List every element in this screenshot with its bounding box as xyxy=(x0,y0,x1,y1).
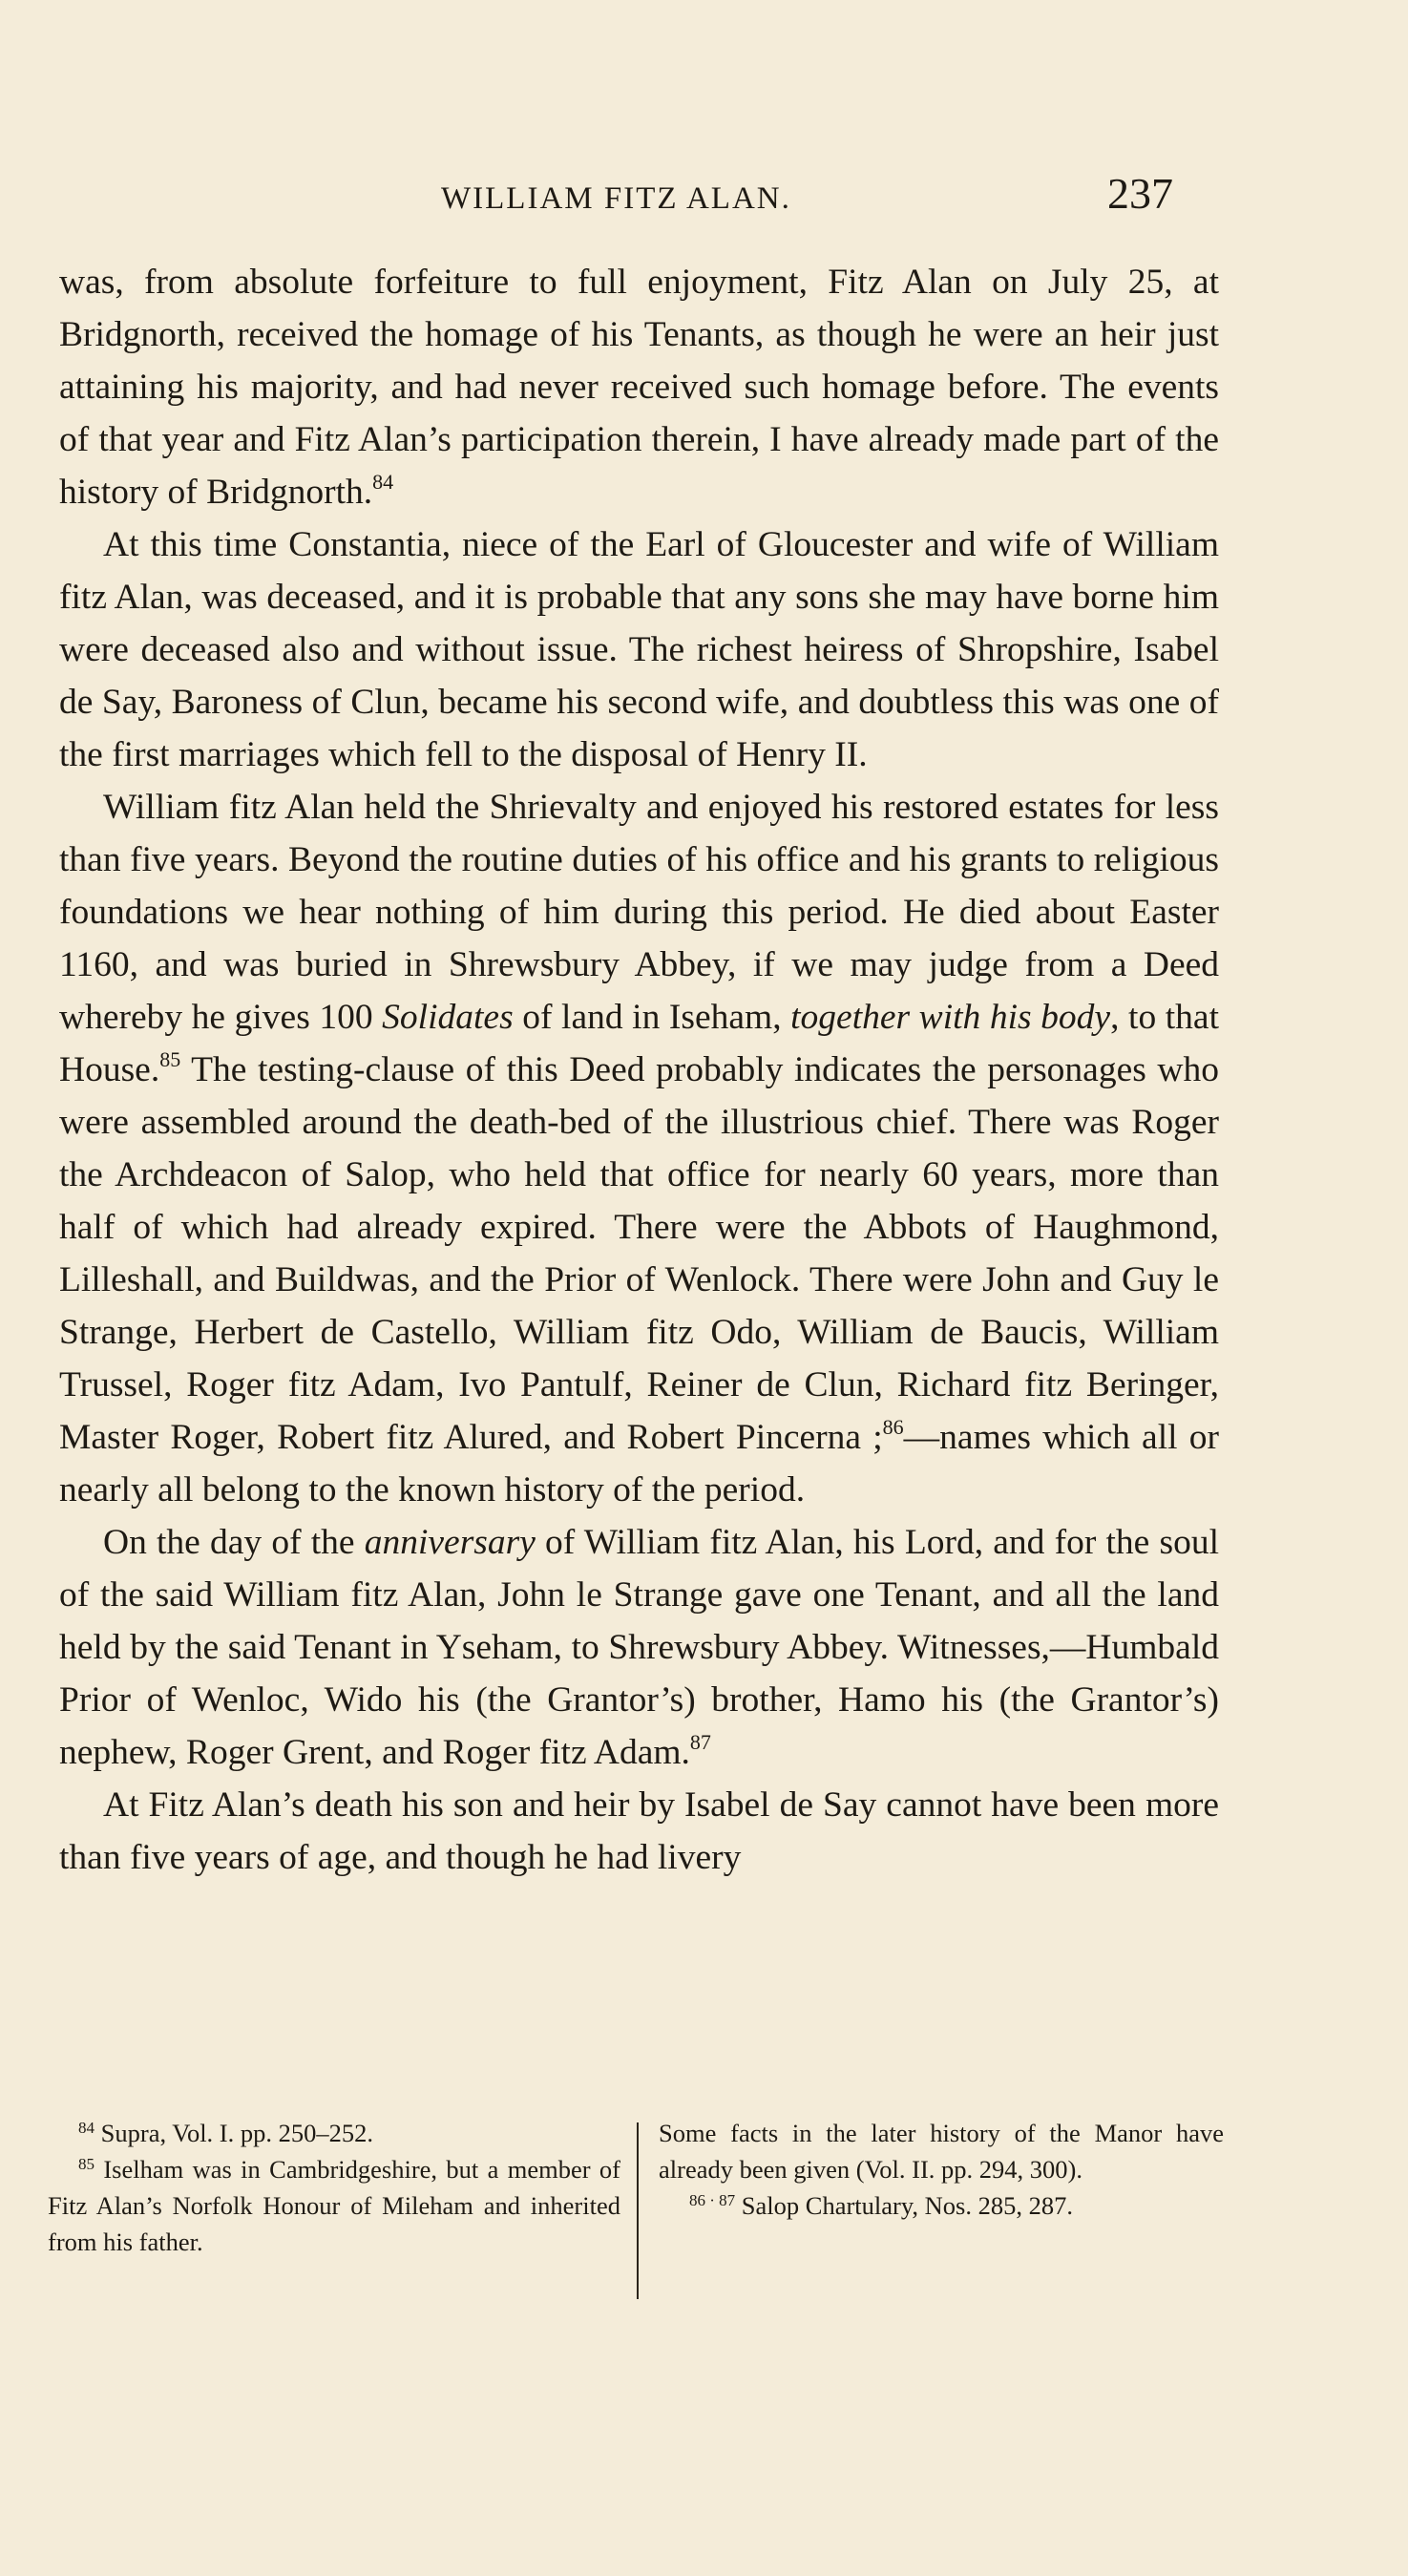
running-header xyxy=(0,168,1408,225)
footnote-85-continued-text: Some facts in the later history of the Manor have already been given (Vol. II. pp. 294, 300). xyxy=(659,2119,1224,2184)
footnote-85-number: 85 xyxy=(78,2155,95,2173)
footnote-ref-87: 87 xyxy=(689,1730,711,1754)
running-title: WILLIAM FITZ ALAN. xyxy=(441,181,791,216)
footnote-86-87-text: Salop Chartulary, Nos. 285, 287. xyxy=(741,2191,1073,2220)
footnote-84-number: 84 xyxy=(78,2119,95,2137)
paragraph-5 xyxy=(59,1779,1219,1884)
footnote-84 xyxy=(48,2115,620,2151)
footnote-86-87 xyxy=(659,2187,1224,2224)
paragraph-3-emphasis-solidates: Solidates xyxy=(382,998,514,1037)
footnote-85-text: Iselham was in Cambridgeshire, but a member of Fitz Alan’s Norfolk Honour of Mileham and inherited from his father. xyxy=(48,2155,620,2256)
footnote-86-87-number: 86 · 87 xyxy=(689,2191,736,2209)
footnote-ref-86: 86 xyxy=(882,1415,904,1439)
paragraph-3-text-a: William fitz Alan held the Shrievalty and enjoyed his restored estates for less than five years. Beyond the routine duties of his office and his grants to religious foundations we hear nothing of him during this period. He died about Easter 1160, and was buried in Shrewsbury Abbey, if we may judge from a Deed whereby he gives 100 xyxy=(59,788,1219,1037)
footnote-85-continued xyxy=(659,2115,1224,2187)
paragraph-4 xyxy=(59,1516,1219,1779)
footnote-column-divider xyxy=(637,2122,639,2299)
paragraph-4-text-a: On the day of the xyxy=(103,1523,365,1562)
paragraph-2-text: At this time Constantia, niece of the Earl of Gloucester and wife of William fitz Alan, was deceased, and it is probable that any sons she may have borne him were deceased also and without issue. The richest heiress of Shropshire, Isabel de Say, Baroness of Clun, became his second wife, and doubtless this was one of the first marriages which fell to the disposal of Henry II. xyxy=(59,525,1219,774)
footnote-ref-84: 84 xyxy=(372,470,394,494)
paragraph-3-text-c: , to that House. xyxy=(59,998,1219,1089)
paragraph-3-text-d: The testing-clause of this Deed probably indicates the personages who were assembled around the death-bed of the illustrious chief. There was Roger the Archdeacon of Salop, who held that office for nearly 60 years, more than half of which had already expired. There were the Abbots of Haughmond, Lilleshall, and Buildwas, and the Prior of Wenlock. There were John and Guy le Strange, Herbert de Castello, William fitz Odo, William de Baucis, William Trussel, Roger fitz Adam, Ivo Pantulf, Reiner de Clun, Richard fitz Beringer, Master Roger, Robert fitz Alured, and Robert Pincerna ; xyxy=(59,1050,1219,1457)
paragraph-3-text-e: —names which all or nearly all belong to the known history of the period. xyxy=(59,1418,1219,1510)
footnotes xyxy=(48,2115,1224,2325)
footnotes-left-column xyxy=(48,2115,620,2260)
page-number: 237 xyxy=(1107,169,1173,218)
paragraph-3-emphasis-body: together with his body xyxy=(790,998,1111,1037)
footnote-85 xyxy=(48,2151,620,2260)
paragraph-3 xyxy=(59,781,1219,1516)
footnotes-right-column xyxy=(659,2115,1224,2224)
paragraph-4-emphasis-anniversary: anniversary xyxy=(364,1523,536,1562)
paragraph-1 xyxy=(59,256,1219,518)
paragraph-3-text-b: of land in Iseham, xyxy=(513,998,791,1037)
paragraph-4-text-b: of William fitz Alan, his Lord, and for the soul of the said William fitz Alan, John le Strange gave one Tenant, and all the land held by the said Tenant in Yseham, to Shrewsbury Abbey. Witnesses,—Humbald Prior of Wenloc, Wido his (the Grantor’s) brother, Hamo his (the Grantor’s) nephew, Roger Grent, and Roger fitz Adam. xyxy=(59,1523,1219,1772)
main-text xyxy=(59,256,1219,1884)
paragraph-1-text: was, from absolute forfeiture to full enjoyment, Fitz Alan on July 25, at Bridgnorth, received the homage of his Tenants, as though he were an heir just attaining his majority, and had never received such homage before. The events of that year and Fitz Alan’s participation therein, I have already made part of the history of Bridgnorth. xyxy=(59,263,1219,512)
paragraph-5-text: At Fitz Alan’s death his son and heir by Isabel de Say cannot have been more than five years of age, and though he had livery xyxy=(59,1785,1219,1877)
footnote-84-text: Supra, Vol. I. pp. 250–252. xyxy=(100,2119,374,2147)
paragraph-2 xyxy=(59,518,1219,781)
footnote-ref-85: 85 xyxy=(159,1047,181,1071)
